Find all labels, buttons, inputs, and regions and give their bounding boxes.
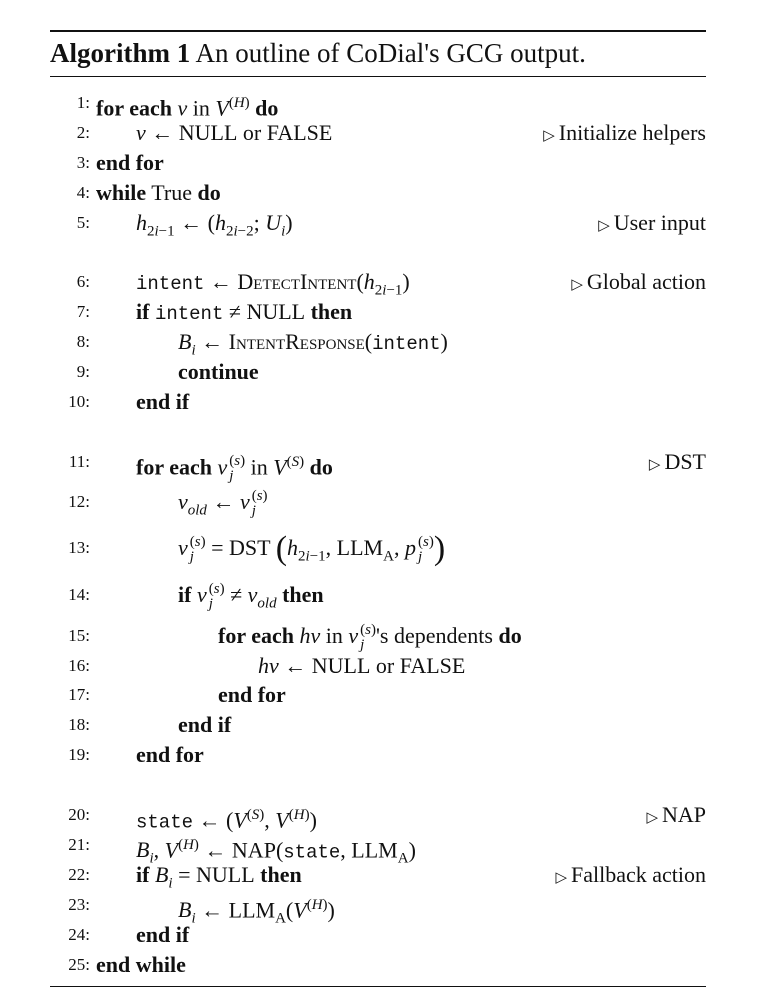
- algorithm-line-9: [50, 357, 706, 387]
- line-number: 10:: [68, 392, 90, 411]
- algorithm-line-21: 21: $B_i$, $V^{(H)}$ ← NAP(state, $LLM_A$): [50, 830, 706, 860]
- llm-token: LLM: [351, 837, 398, 863]
- intent-variable: intent: [372, 333, 441, 355]
- keyword-then: then: [310, 299, 353, 324]
- line-number: 14:: [68, 585, 90, 604]
- detect-intent-function: DetectIntent: [237, 269, 357, 294]
- triangle-right-icon: ▷: [571, 277, 583, 293]
- caption-text: An outline of CoDial's GCG output.: [195, 38, 586, 68]
- line-number: 15:: [68, 626, 90, 645]
- keyword-continue: continue: [178, 359, 259, 384]
- algorithm-line-10: [50, 387, 706, 417]
- keyword-end-if: end if: [136, 922, 190, 947]
- comment-nap: ▷ NAP: [646, 802, 706, 827]
- llm-token: LLM: [336, 535, 384, 560]
- comment-dst: ▷ DST: [648, 449, 706, 474]
- line-number: 9:: [76, 362, 90, 381]
- algorithm-line-8: 8: $B_i$ ← IntentResponse(intent): [50, 327, 706, 357]
- null-token: NULL: [178, 120, 238, 145]
- keyword-do: do: [255, 95, 279, 121]
- algorithm-line-13: 13: v (s) j = DST ($h_{2i-1}$, $LLM_A$, p (s) j ): [50, 533, 706, 563]
- line-number: 16:: [68, 656, 90, 675]
- algorithm-line-25: [50, 950, 706, 980]
- line-number: 19:: [68, 745, 90, 764]
- line-number: 1:: [76, 93, 90, 112]
- line-number: 3:: [76, 153, 90, 172]
- keyword-do: do: [197, 180, 221, 205]
- comment-fallback-action: ▷ Fallback action: [555, 862, 706, 887]
- algorithm-line-7: 7: if intent ≠ NULL then: [50, 297, 706, 327]
- line-number: 18:: [68, 715, 90, 734]
- comment-global-action: ▷ Global action: [571, 269, 706, 294]
- keyword-for-each: for each: [218, 623, 294, 648]
- keyword-end-if: end if: [178, 712, 232, 737]
- line-number: 8:: [76, 332, 90, 351]
- keyword-then: then: [282, 582, 324, 607]
- algorithm-line-16: 16: hv ← NULL or FALSE: [50, 651, 706, 681]
- line-number: 24:: [68, 925, 90, 944]
- false-token: FALSE: [399, 653, 466, 678]
- line-number: 22:: [68, 865, 90, 884]
- keyword-true: True: [151, 180, 192, 205]
- line-number: 17:: [68, 685, 90, 704]
- nap-function: NAP: [231, 837, 276, 863]
- intent-variable: intent: [154, 303, 224, 325]
- state-variable: state: [283, 841, 341, 864]
- line-number: 20:: [68, 805, 90, 824]
- intent-response-function: IntentResponse: [228, 329, 365, 354]
- algorithm-lines: [50, 0, 706, 1007]
- line-number: 21:: [68, 835, 90, 854]
- algorithm-line-22: 22: if $B_i$ = NULL then ▷ Fallback action: [50, 860, 706, 890]
- llm-token: LLM: [228, 897, 276, 923]
- keyword-while: while: [96, 180, 147, 205]
- line-number: 2:: [76, 123, 90, 142]
- keyword-do: do: [309, 454, 333, 480]
- triangle-right-icon: ▷: [648, 457, 661, 473]
- algorithm-line-18: [50, 710, 706, 740]
- keyword-end-for: end for: [136, 742, 204, 767]
- keyword-if: if: [136, 299, 150, 324]
- triangle-right-icon: ▷: [646, 810, 658, 826]
- intent-variable: intent: [136, 273, 205, 295]
- keyword-if: if: [178, 582, 192, 607]
- keyword-if: if: [136, 862, 150, 887]
- algorithm-line-5: 5: $h_{2i-1}$ ← ($h_{2i-2}$; $U_i$) ▷ User input: [50, 208, 706, 238]
- caption-label: Algorithm 1: [50, 38, 191, 68]
- algorithm-line-23: 23: $B_i$ ← $LLM_A(V^{(H)})$: [50, 890, 706, 920]
- keyword-for-each: for each: [96, 95, 172, 121]
- algorithm-line-4: [50, 178, 706, 208]
- algorithm-line-19: [50, 740, 706, 770]
- algorithm-line-15: 15: for each hv in v (s) j 's dependents do: [50, 621, 706, 651]
- algorithm-line-14: 14: if v (s) j ≠ $v_{old}$ then: [50, 580, 706, 610]
- algorithm-line-12: 12: $v_{old}$ ← v (s) j: [50, 487, 706, 517]
- keyword-or: or: [375, 653, 395, 678]
- line-number: 11:: [68, 452, 90, 471]
- state-variable: state: [136, 811, 194, 834]
- algorithm-line-1: 1: for each v in $V^{(H)}$ do: [50, 88, 706, 118]
- algorithm-line-11: 11: for each v (s) j in $V^{(S)}$ do ▷ DST: [50, 447, 706, 477]
- line-number: 7:: [76, 302, 90, 321]
- keyword-end-while: end while: [96, 952, 186, 977]
- false-token: FALSE: [266, 120, 333, 145]
- algorithm-line-24: [50, 920, 706, 950]
- bottom-rule: [50, 986, 706, 987]
- keyword-then: then: [260, 862, 302, 887]
- line-number: 25:: [68, 955, 90, 974]
- algorithm-line-6: 6: intent ← $DetectIntent(h_{2i-1})$ ▷ Global action: [50, 267, 706, 297]
- comment-initialize-helpers: ▷ Initialize helpers: [543, 120, 706, 145]
- keyword-end-for: end for: [218, 682, 286, 707]
- null-token: NULL: [246, 299, 306, 324]
- algorithm-line-17: [50, 680, 706, 710]
- algorithm-line-20: 20: state ← ($V^{(S)}$, $V^{(H)}$) ▷ NAP: [50, 800, 706, 830]
- dependents-text: 's dependents: [375, 623, 493, 648]
- triangle-right-icon: ▷: [555, 870, 567, 886]
- keyword-for-each: for each: [136, 454, 212, 480]
- algorithm-line-2: 2: v ← NULL or FALSE ▷ Initialize helpers: [50, 118, 706, 148]
- algorithm-line-3: [50, 148, 706, 178]
- null-token: NULL: [196, 862, 255, 887]
- keyword-in: in: [325, 623, 343, 648]
- null-token: NULL: [311, 653, 371, 678]
- keyword-end-for: end for: [96, 150, 164, 175]
- keyword-end-if: end if: [136, 389, 190, 414]
- dst-function: DST: [229, 535, 271, 560]
- line-number: 23:: [68, 895, 90, 914]
- line-number: 13:: [68, 538, 90, 557]
- line-number: 6:: [76, 272, 90, 291]
- line-number: 12:: [68, 492, 90, 511]
- line-number: 5:: [76, 213, 90, 232]
- keyword-or: or: [242, 120, 262, 145]
- line-number: 4:: [76, 183, 90, 202]
- triangle-right-icon: ▷: [598, 218, 610, 234]
- keyword-in: in: [250, 454, 268, 480]
- keyword-in: in: [192, 95, 210, 121]
- triangle-right-icon: ▷: [543, 128, 555, 144]
- keyword-do: do: [498, 623, 522, 648]
- comment-user-input: ▷ User input: [598, 210, 706, 235]
